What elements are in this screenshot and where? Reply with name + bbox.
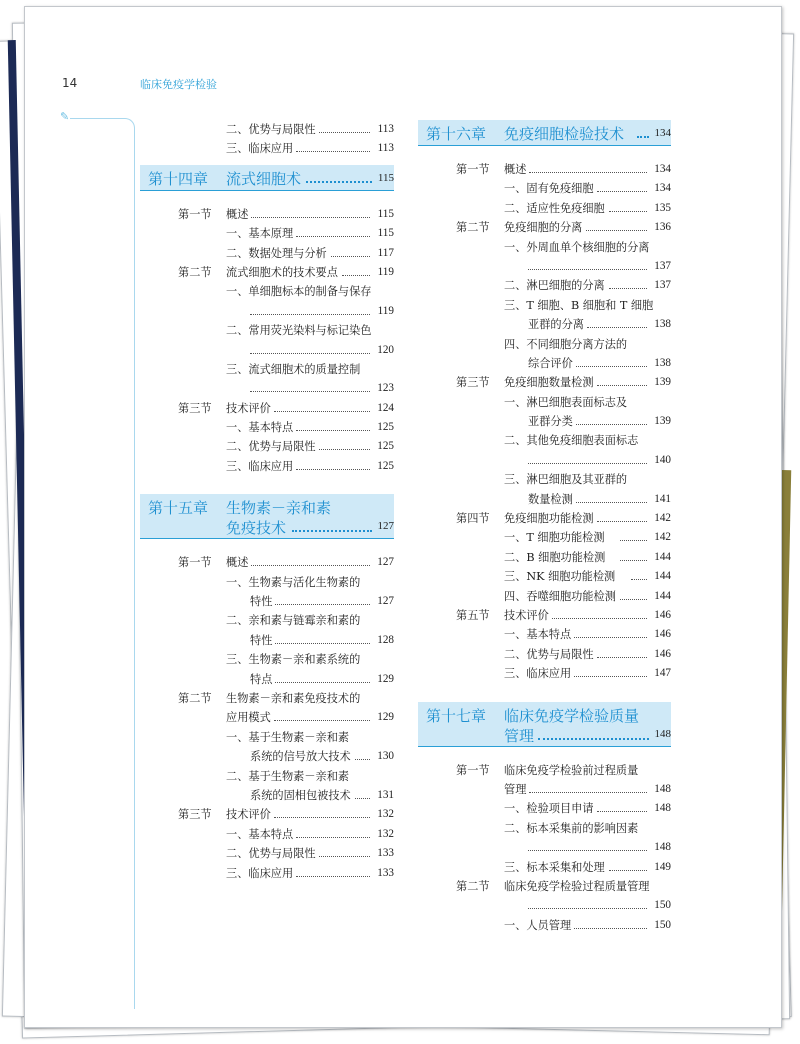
dot-leader <box>296 876 370 877</box>
entry-page: 142 <box>654 512 671 525</box>
section-number: 第四节 <box>456 512 490 526</box>
toc-entry-line[interactable] <box>140 244 394 263</box>
entry-title: 免疫细胞功能检测 <box>504 512 594 526</box>
entry-title: 一、单细胞标本的制备与保存 <box>226 285 372 299</box>
toc-section-line[interactable] <box>418 509 671 528</box>
toc-entry-line[interactable] <box>418 528 671 547</box>
entry-page: 133 <box>377 866 394 879</box>
toc-group <box>418 160 671 684</box>
dot-leader <box>306 181 372 183</box>
entry-page: 146 <box>654 628 671 641</box>
dot-leader <box>296 837 370 838</box>
chapter-heading[interactable] <box>140 165 394 191</box>
toc-section-line[interactable] <box>418 373 671 392</box>
toc-entry-line[interactable] <box>140 437 394 456</box>
entry-page: 115 <box>377 227 394 240</box>
entry-page: 127 <box>377 556 394 569</box>
toc-entry-line[interactable] <box>418 490 671 509</box>
entry-title: 亚群的分离 <box>528 318 584 332</box>
chapter-page: 115 <box>377 171 394 184</box>
entry-page: 137 <box>654 259 671 272</box>
toc-entry-line[interactable] <box>418 838 671 857</box>
entry-title: 二、基于生物素－亲和素 <box>226 769 350 783</box>
entry-title: 技术评价 <box>504 608 549 622</box>
entry-title: 一、基本特点 <box>504 628 572 642</box>
toc-entry-line[interactable] <box>140 611 394 630</box>
entry-title: 二、优势与局限性 <box>504 647 594 661</box>
dot-leader <box>251 565 370 566</box>
toc-entry-line[interactable] <box>418 238 671 257</box>
toc-entry-line[interactable] <box>140 224 394 243</box>
toc-entry-line[interactable] <box>140 708 394 727</box>
toc-entry-line[interactable] <box>140 592 394 611</box>
toc-entry-line[interactable] <box>418 819 671 838</box>
dot-leader <box>574 637 647 638</box>
dot-leader <box>552 618 647 619</box>
chapter-title: 生物素－亲和素 <box>226 499 332 518</box>
toc-section-line[interactable] <box>418 160 671 179</box>
entry-title: 一、基于生物素－亲和素 <box>226 730 350 744</box>
dot-leader <box>637 136 649 138</box>
toc-entry-line[interactable] <box>140 864 394 883</box>
entry-title: 二、淋巴细胞的分离 <box>504 279 605 293</box>
toc-entry-line[interactable] <box>418 431 671 450</box>
entry-page: 137 <box>654 279 671 292</box>
entry-page: 124 <box>377 401 394 414</box>
entry-title: 综合评价 <box>528 356 573 370</box>
entry-page: 141 <box>654 492 671 505</box>
dot-leader <box>528 908 647 909</box>
entry-page: 138 <box>654 356 671 369</box>
dot-leader <box>597 811 647 812</box>
toc-entry-line[interactable] <box>140 825 394 844</box>
dot-leader <box>342 275 370 276</box>
chapter-page: 134 <box>654 127 671 139</box>
dot-leader <box>574 928 647 929</box>
entry-page: 119 <box>377 304 394 317</box>
toc-section-line[interactable] <box>140 553 394 572</box>
entry-page: 113 <box>377 123 394 135</box>
dot-leader <box>586 230 647 231</box>
dot-leader <box>528 269 647 270</box>
entry-page: 125 <box>377 421 394 434</box>
toc-group <box>140 553 394 883</box>
section-number: 第一节 <box>178 556 212 570</box>
entry-title: 四、吞噬细胞功能检测 <box>504 589 616 603</box>
toc-entry-line[interactable] <box>418 548 671 567</box>
entry-page: 144 <box>654 589 671 602</box>
dot-leader <box>292 530 372 532</box>
dot-leader <box>609 288 647 289</box>
toc-section-line[interactable] <box>140 399 394 418</box>
entry-page: 146 <box>654 608 671 621</box>
entry-page: 117 <box>377 246 394 259</box>
entry-page: 119 <box>377 265 394 278</box>
entry-title: 二、优势与局限性 <box>226 123 316 136</box>
toc-entry-line[interactable] <box>418 257 671 276</box>
toc-entry-line[interactable] <box>418 858 671 877</box>
section-number: 第二节 <box>456 879 490 893</box>
chapter-heading[interactable] <box>418 120 671 146</box>
entry-title: 一、固有免疫细胞 <box>504 182 594 196</box>
dot-leader <box>597 385 647 386</box>
entry-title: 免疫细胞数量检测 <box>504 376 594 390</box>
entry-page: 128 <box>377 633 394 646</box>
dot-leader <box>620 599 647 600</box>
dot-leader <box>296 430 370 431</box>
entry-title: 系统的固相包被技术 <box>250 788 351 802</box>
entry-page: 125 <box>377 459 394 472</box>
dot-leader <box>529 172 647 173</box>
entry-title: 一、检验项目申请 <box>504 802 594 816</box>
entry-title: 概述 <box>504 163 527 176</box>
entry-title: 一、基本原理 <box>226 227 294 241</box>
dot-leader <box>331 256 370 257</box>
dot-leader <box>355 798 370 799</box>
dot-leader <box>528 463 647 464</box>
section-number: 第三节 <box>456 376 490 390</box>
entry-page: 135 <box>654 201 671 214</box>
entry-title: 三、流式细胞术的质量控制 <box>226 362 361 376</box>
entry-title: 免疫细胞的分离 <box>504 221 583 235</box>
entry-title: 技术评价 <box>226 808 271 822</box>
chapter-title-cont: 免疫技术 <box>226 519 287 538</box>
entry-title: 一、人员管理 <box>504 918 572 932</box>
toc-entry-line[interactable] <box>418 451 671 470</box>
dot-leader <box>296 151 370 152</box>
entry-page: 131 <box>377 788 394 801</box>
section-number: 第二节 <box>178 265 212 279</box>
dot-leader <box>576 366 647 367</box>
toc-entry-line[interactable] <box>140 139 394 158</box>
entry-page: 139 <box>654 376 671 389</box>
dot-leader <box>250 353 370 354</box>
entry-title: 三、临床应用 <box>226 142 294 156</box>
dot-leader <box>274 720 370 721</box>
toc-entry-line[interactable] <box>140 457 394 476</box>
toc-entry-line[interactable] <box>140 650 394 669</box>
entry-title: 应用模式 <box>226 711 271 725</box>
dot-leader <box>574 676 647 677</box>
toc-entry-line[interactable] <box>140 282 394 301</box>
section-number: 第一节 <box>178 207 212 221</box>
entry-page: 149 <box>654 860 671 873</box>
entry-page: 148 <box>654 802 671 815</box>
entry-title: 二、优势与局限性 <box>226 440 316 454</box>
dot-leader <box>275 643 370 644</box>
toc-right-column <box>418 120 671 935</box>
dot-leader <box>597 657 647 658</box>
toc-section-line[interactable] <box>140 263 394 282</box>
dot-leader <box>576 424 647 425</box>
pen-icon: ✎ <box>60 110 70 123</box>
entry-title: 概述 <box>226 556 249 570</box>
toc-entry-line[interactable] <box>140 670 394 689</box>
entry-title: 数量检测 <box>528 492 573 506</box>
entry-page: 129 <box>377 672 394 685</box>
entry-title: 二、常用荧光染料与标记染色 <box>226 324 372 338</box>
entry-title: 流式细胞术的技术要点 <box>226 265 338 279</box>
toc-entry-line[interactable] <box>140 844 394 863</box>
dot-leader <box>275 604 370 605</box>
entry-title: 一、生物素与活化生物素的 <box>226 575 361 589</box>
entry-page: 150 <box>654 918 671 931</box>
section-number: 第一节 <box>456 763 490 777</box>
entry-page: 125 <box>377 440 394 453</box>
toc-section-line[interactable] <box>140 805 394 824</box>
chapter-title-cont: 管理 <box>504 726 535 745</box>
entry-page: 115 <box>377 207 394 220</box>
toc-entry-line[interactable] <box>418 896 671 915</box>
entry-page: 139 <box>654 415 671 428</box>
toc-entry-line[interactable] <box>140 341 394 360</box>
entry-page: 136 <box>654 221 671 234</box>
entry-title: 三、T 细胞、B 细胞和 T 细胞 <box>504 298 654 312</box>
section-number: 第二节 <box>178 691 212 705</box>
entry-title: 二、优势与局限性 <box>226 847 316 861</box>
entry-title: 二、亲和素与链霉亲和素的 <box>226 614 361 628</box>
dot-leader <box>609 870 647 871</box>
chapter-heading[interactable] <box>418 702 671 747</box>
dot-leader <box>631 579 647 580</box>
dot-leader <box>597 191 647 192</box>
entry-page: 133 <box>377 847 394 860</box>
chapter-number: 第十六章 <box>426 125 487 143</box>
dot-leader <box>620 560 647 561</box>
dot-leader <box>275 682 370 683</box>
dot-leader <box>274 411 370 412</box>
toc-entry-line[interactable] <box>418 296 671 315</box>
entry-title: 四、不同细胞分离方法的 <box>504 337 628 351</box>
dot-leader <box>296 236 370 237</box>
chapter-number: 第十四章 <box>148 169 209 188</box>
entry-page: 113 <box>377 142 394 155</box>
chapter-number: 第十五章 <box>148 499 209 518</box>
section-number: 第三节 <box>178 808 212 822</box>
entry-title: 技术评价 <box>226 401 271 415</box>
entry-page: 150 <box>654 899 671 912</box>
dot-leader <box>274 817 370 818</box>
dot-leader <box>587 327 647 328</box>
entry-title: 一、基本特点 <box>226 421 294 435</box>
dot-leader <box>319 449 370 450</box>
toc-section-line[interactable] <box>140 205 394 224</box>
entry-page: 120 <box>377 343 394 356</box>
entry-title: 一、外周血单个核细胞的分离 <box>504 240 650 254</box>
entry-page: 144 <box>654 550 671 563</box>
entry-title: 一、淋巴细胞表面标志及 <box>504 395 628 409</box>
entry-page: 129 <box>377 711 394 724</box>
toc-group <box>140 120 394 159</box>
dot-leader <box>529 792 647 793</box>
toc-entry-line[interactable] <box>418 799 671 818</box>
entry-title: 三、NK 细胞功能检测 <box>504 570 616 584</box>
toc-entry-line[interactable] <box>140 573 394 592</box>
toc-group <box>140 205 394 476</box>
toc-entry-line[interactable] <box>418 335 671 354</box>
entry-page: 123 <box>377 382 394 395</box>
toc-entry-line[interactable] <box>418 664 671 683</box>
dot-leader <box>576 502 647 503</box>
entry-title: 临床免疫学检验过程质量管理 <box>504 879 650 893</box>
entry-page: 144 <box>654 570 671 583</box>
entry-page: 134 <box>654 163 671 175</box>
entry-title: 三、淋巴细胞及其亚群的 <box>504 473 628 487</box>
toc-entry-line[interactable] <box>140 631 394 650</box>
section-number: 第二节 <box>456 221 490 235</box>
section-number: 第三节 <box>178 401 212 415</box>
toc-entry-line[interactable] <box>418 587 671 606</box>
entry-title: 三、临床应用 <box>226 459 294 473</box>
chapter-heading[interactable] <box>140 494 394 539</box>
chapter-number: 第十七章 <box>426 706 487 725</box>
dot-leader <box>319 132 370 133</box>
entry-title: 管理 <box>504 782 527 796</box>
page-number: 14 <box>62 76 78 90</box>
entry-title: 系统的信号放大技术 <box>250 750 351 764</box>
toc-section-line[interactable] <box>418 761 671 780</box>
entry-title: 特性 <box>250 595 273 609</box>
toc-entry-line[interactable] <box>140 747 394 766</box>
entry-title: 二、适应性免疫细胞 <box>504 201 605 215</box>
entry-page: 130 <box>377 750 394 763</box>
toc-entry-line[interactable] <box>418 625 671 644</box>
margin-rail <box>70 118 135 1009</box>
dot-leader <box>528 850 647 851</box>
entry-title: 三、临床应用 <box>226 866 294 880</box>
chapter-title: 临床免疫学检验质量 <box>504 706 640 725</box>
chapter-page: 148 <box>654 727 671 740</box>
toc-entry-line[interactable] <box>418 412 671 431</box>
dot-leader <box>296 469 370 470</box>
dot-leader <box>355 759 370 760</box>
section-number: 第一节 <box>456 163 490 176</box>
running-title: 临床免疫学检验 <box>140 78 217 91</box>
dot-leader <box>251 217 370 218</box>
entry-title: 特性 <box>250 633 273 647</box>
entry-title: 三、生物素－亲和素系统的 <box>226 653 361 667</box>
toc-entry-line[interactable] <box>140 120 394 139</box>
dot-leader <box>609 211 647 212</box>
entry-title: 概述 <box>226 207 249 221</box>
toc-entry-line[interactable] <box>140 728 394 747</box>
entry-title: 二、标本采集前的影响因素 <box>504 821 639 835</box>
toc-entry-line[interactable] <box>418 470 671 489</box>
entry-title: 二、B 细胞功能检测 <box>504 550 606 564</box>
section-number: 第五节 <box>456 608 490 622</box>
chapter-page: 127 <box>377 520 394 533</box>
entry-title: 三、临床应用 <box>504 667 572 681</box>
dot-leader <box>250 314 370 315</box>
toc-section-line[interactable] <box>140 689 394 708</box>
entry-page: 132 <box>377 808 394 821</box>
toc-entry-line[interactable] <box>140 786 394 805</box>
chapter-title: 免疫细胞检验技术 <box>504 125 625 143</box>
toc-entry-line[interactable] <box>418 393 671 412</box>
entry-title: 二、其他免疫细胞表面标志 <box>504 434 639 448</box>
toc-section-line[interactable] <box>418 218 671 237</box>
toc-section-line[interactable] <box>418 606 671 625</box>
entry-title: 亚群分类 <box>528 415 573 429</box>
toc-entry-line[interactable] <box>418 645 671 664</box>
entry-page: 134 <box>654 182 671 195</box>
toc-entry-line[interactable] <box>418 780 671 799</box>
toc-entry-line[interactable] <box>418 179 671 198</box>
toc-entry-line[interactable] <box>140 379 394 398</box>
entry-page: 146 <box>654 647 671 660</box>
toc-section-line[interactable] <box>418 877 671 896</box>
entry-title: 生物素－亲和素免疫技术的 <box>226 691 361 705</box>
dot-leader <box>620 540 647 541</box>
entry-title: 一、基本特点 <box>226 827 294 841</box>
toc-left-column <box>140 120 394 883</box>
dot-leader <box>597 521 647 522</box>
entry-title: 特点 <box>250 672 273 686</box>
entry-page: 142 <box>654 531 671 544</box>
toc-entry-line[interactable] <box>418 315 671 334</box>
toc-entry-line[interactable] <box>140 321 394 340</box>
entry-page: 148 <box>654 841 671 854</box>
entry-title: 三、标本采集和处理 <box>504 860 605 874</box>
toc-entry-line[interactable] <box>140 767 394 786</box>
dot-leader <box>250 391 370 392</box>
toc-entry-line[interactable] <box>140 302 394 321</box>
dot-leader <box>538 738 649 740</box>
entry-page: 138 <box>654 318 671 331</box>
entry-title: 一、T 细胞功能检测 <box>504 531 605 545</box>
chapter-title: 流式细胞术 <box>226 169 302 188</box>
toc-entry-line[interactable] <box>418 354 671 373</box>
entry-page: 147 <box>654 667 671 680</box>
toc-group <box>418 761 671 936</box>
entry-title: 临床免疫学检验前过程质量 <box>504 763 639 777</box>
entry-page: 127 <box>377 595 394 608</box>
toc-entry-line[interactable] <box>418 276 671 295</box>
entry-page: 148 <box>654 782 671 795</box>
entry-page: 140 <box>654 453 671 466</box>
entry-page: 132 <box>377 827 394 840</box>
entry-title: 二、数据处理与分析 <box>226 246 327 260</box>
toc-entry-line[interactable] <box>418 567 671 586</box>
dot-leader <box>319 856 370 857</box>
toc-entry-line[interactable] <box>418 199 671 218</box>
toc-entry-line[interactable] <box>140 418 394 437</box>
toc-entry-line[interactable] <box>140 360 394 379</box>
toc-entry-line[interactable] <box>418 916 671 935</box>
